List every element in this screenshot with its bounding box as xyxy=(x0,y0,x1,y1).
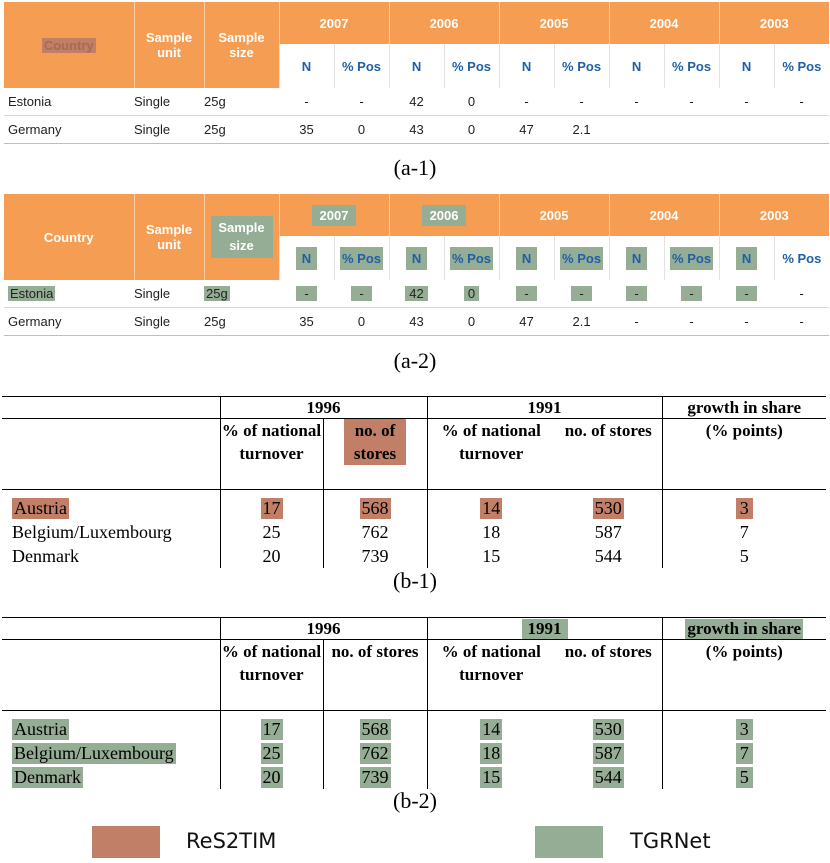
header-growth: growth in share xyxy=(662,397,826,419)
cell-value: - xyxy=(499,88,554,116)
header-pos: % Pos xyxy=(554,44,609,88)
header-growth: growth in share xyxy=(662,618,826,640)
cell-country: Estonia xyxy=(4,88,134,116)
header-year: 2004 xyxy=(609,2,719,44)
caption-b1: (b-1) xyxy=(393,568,437,593)
legend-swatch-res2tim xyxy=(92,826,160,858)
cell-unit: Single xyxy=(134,88,204,116)
header-pos: % Pos xyxy=(334,236,389,280)
header-year: 1996 xyxy=(220,397,427,419)
cell-value: 18 xyxy=(427,520,555,544)
cell-value: 544 xyxy=(594,545,622,566)
cell-country: Germany xyxy=(4,308,134,336)
cell-value: 25 xyxy=(220,520,323,544)
cell-value: 0 xyxy=(444,116,499,144)
header-n: N xyxy=(719,236,774,280)
cell-value: 3 xyxy=(662,711,826,742)
cell-value xyxy=(609,116,664,144)
cell-value: 0 xyxy=(444,308,499,336)
table-row xyxy=(2,520,826,544)
cell-value: 0 xyxy=(334,308,389,336)
cell-value: 17 xyxy=(220,490,323,521)
header-year: 2005 xyxy=(499,2,609,44)
header-n: N xyxy=(389,44,444,88)
cell-value: 25 xyxy=(220,741,323,765)
cell-value: 568 xyxy=(323,490,427,521)
cell-value: 20 xyxy=(220,765,323,789)
cell-country: Belgium/Luxembourg xyxy=(12,521,172,542)
header-n: N xyxy=(609,44,664,88)
header-sample-unit: Sample unit xyxy=(134,2,204,88)
table-row xyxy=(4,88,829,116)
table-a1 xyxy=(4,2,829,144)
table-a2 xyxy=(4,194,829,336)
header-n: N xyxy=(499,236,554,280)
cell-value: - xyxy=(774,308,829,336)
cell-value xyxy=(774,116,829,144)
header-pos: % Pos xyxy=(774,236,829,280)
cell-value xyxy=(719,116,774,144)
cell-value: - xyxy=(554,88,609,116)
header-pct: % of national turnover xyxy=(220,419,323,490)
header-pos: % Pos xyxy=(444,44,499,88)
cell-value: 0 xyxy=(444,280,499,308)
header-pos: % Pos xyxy=(334,44,389,88)
cell-value: - xyxy=(279,88,334,116)
header-n: N xyxy=(389,236,444,280)
header-pos: % Pos xyxy=(664,44,719,88)
header-year: 2007 xyxy=(279,194,389,236)
cell-value: - xyxy=(609,88,664,116)
header-sample-unit: Sample unit xyxy=(134,194,204,280)
cell-value: 7 xyxy=(662,741,826,765)
cell-value: 17 xyxy=(220,711,323,742)
cell-value: 544 xyxy=(594,766,622,787)
caption-a1: (a-1) xyxy=(393,155,437,180)
header-n: N xyxy=(609,236,664,280)
header-n: N xyxy=(719,44,774,88)
cell-value: 43 xyxy=(389,308,444,336)
header-year: 2006 xyxy=(389,194,499,236)
header-country: Country xyxy=(4,2,134,88)
cell-value: 15 xyxy=(427,544,555,568)
cell-value xyxy=(664,116,719,144)
cell-value: - xyxy=(664,280,719,308)
cell-value: 587 xyxy=(594,742,622,763)
cell-value: 2.1 xyxy=(554,308,609,336)
header-sample-size: Sample size xyxy=(204,2,279,88)
cell-value: 762 xyxy=(323,741,427,765)
cell-value: - xyxy=(609,308,664,336)
header-pos: % Pos xyxy=(774,44,829,88)
table-b2 xyxy=(2,617,826,789)
cell-value: 42 xyxy=(389,280,444,308)
table-row xyxy=(2,544,826,568)
cell-unit: Single xyxy=(134,308,204,336)
header-stores: no. of stores xyxy=(323,419,427,490)
cell-value: 20 xyxy=(220,544,323,568)
header-pos: % Pos xyxy=(444,236,499,280)
cell-value: 739 xyxy=(323,765,427,789)
header-year: 2004 xyxy=(609,194,719,236)
cell-value: - xyxy=(774,88,829,116)
cell-country: Denmark xyxy=(14,766,81,787)
header-stores: no. of stores xyxy=(555,419,662,490)
cell-value: 568 xyxy=(323,711,427,742)
table-row xyxy=(4,280,829,308)
cell-value: 42 xyxy=(389,88,444,116)
cell-value: 15 xyxy=(427,765,555,789)
cell-size: 25g xyxy=(204,308,279,336)
header-year: 1996 xyxy=(220,618,427,640)
cell-value: 762 xyxy=(323,520,427,544)
cell-value: 530 xyxy=(594,497,622,518)
cell-value: - xyxy=(334,280,389,308)
table-row xyxy=(2,490,826,521)
header-stores: no. of stores xyxy=(555,640,662,711)
cell-unit: Single xyxy=(134,116,204,144)
header-n: N xyxy=(279,236,334,280)
cell-value: - xyxy=(334,88,389,116)
legend-swatch-tgrnet xyxy=(535,826,603,858)
caption-a2: (a-2) xyxy=(393,348,437,373)
table-row xyxy=(4,116,829,144)
table-row xyxy=(2,765,826,789)
cell-value: - xyxy=(664,308,719,336)
caption-b2: (b-2) xyxy=(393,788,437,813)
cell-value: - xyxy=(719,308,774,336)
header-stores: no. of stores xyxy=(323,640,427,711)
cell-value: - xyxy=(719,280,774,308)
cell-value: 14 xyxy=(427,711,555,742)
cell-value: 0 xyxy=(444,88,499,116)
header-country: Country xyxy=(4,194,134,280)
table-row xyxy=(2,741,826,765)
cell-value: 587 xyxy=(594,521,622,542)
cell-value: 35 xyxy=(279,308,334,336)
cell-value: 530 xyxy=(594,718,622,739)
cell-value: - xyxy=(774,280,829,308)
header-year: 2003 xyxy=(719,2,829,44)
table-b1 xyxy=(2,396,826,568)
header-points: (% points) xyxy=(662,419,826,490)
cell-size: 25g xyxy=(204,88,279,116)
cell-country: Estonia xyxy=(4,280,134,308)
cell-value: - xyxy=(609,280,664,308)
cell-value: 47 xyxy=(499,116,554,144)
cell-value: 2.1 xyxy=(554,116,609,144)
cell-value: 43 xyxy=(389,116,444,144)
cell-country: Austria xyxy=(14,718,67,739)
cell-country: Austria xyxy=(14,497,67,518)
cell-value: 7 xyxy=(662,520,826,544)
header-n: N xyxy=(279,44,334,88)
table-row xyxy=(2,711,826,742)
cell-value: 0 xyxy=(334,116,389,144)
cell-value: - xyxy=(719,88,774,116)
header-year: 1991 xyxy=(427,618,662,640)
cell-value: 3 xyxy=(662,490,826,521)
cell-value: 35 xyxy=(279,116,334,144)
header-year: 2003 xyxy=(719,194,829,236)
cell-value: 5 xyxy=(662,544,826,568)
header-n: N xyxy=(499,44,554,88)
cell-country: Belgium/Luxembourg xyxy=(14,742,174,763)
cell-value: - xyxy=(499,280,554,308)
cell-value: - xyxy=(554,280,609,308)
cell-value: 47 xyxy=(499,308,554,336)
header-year: 2007 xyxy=(279,2,389,44)
cell-value: 18 xyxy=(427,741,555,765)
header-pct: % of national turnover xyxy=(427,640,555,711)
cell-size: 25g xyxy=(204,280,279,308)
cell-country: Denmark xyxy=(12,545,79,566)
cell-country: Germany xyxy=(4,116,134,144)
header-year: 2005 xyxy=(499,194,609,236)
header-points: (% points) xyxy=(662,640,826,711)
header-sample-size: Sample size xyxy=(204,194,279,280)
header-pct: % of national turnover xyxy=(220,640,323,711)
cell-unit: Single xyxy=(134,280,204,308)
legend-label-tgrnet: TGRNet xyxy=(630,829,711,853)
header-year: 1991 xyxy=(427,397,662,419)
table-row xyxy=(4,308,829,336)
cell-value: - xyxy=(664,88,719,116)
cell-value: 5 xyxy=(662,765,826,789)
cell-size: 25g xyxy=(204,116,279,144)
header-pos: % Pos xyxy=(664,236,719,280)
cell-value: 14 xyxy=(427,490,555,521)
header-year: 2006 xyxy=(389,2,499,44)
header-pos: % Pos xyxy=(554,236,609,280)
header-pct: % of national turnover xyxy=(427,419,555,490)
cell-value: 739 xyxy=(323,544,427,568)
legend-label-res2tim: ReS2TIM xyxy=(186,829,277,853)
cell-value: - xyxy=(279,280,334,308)
